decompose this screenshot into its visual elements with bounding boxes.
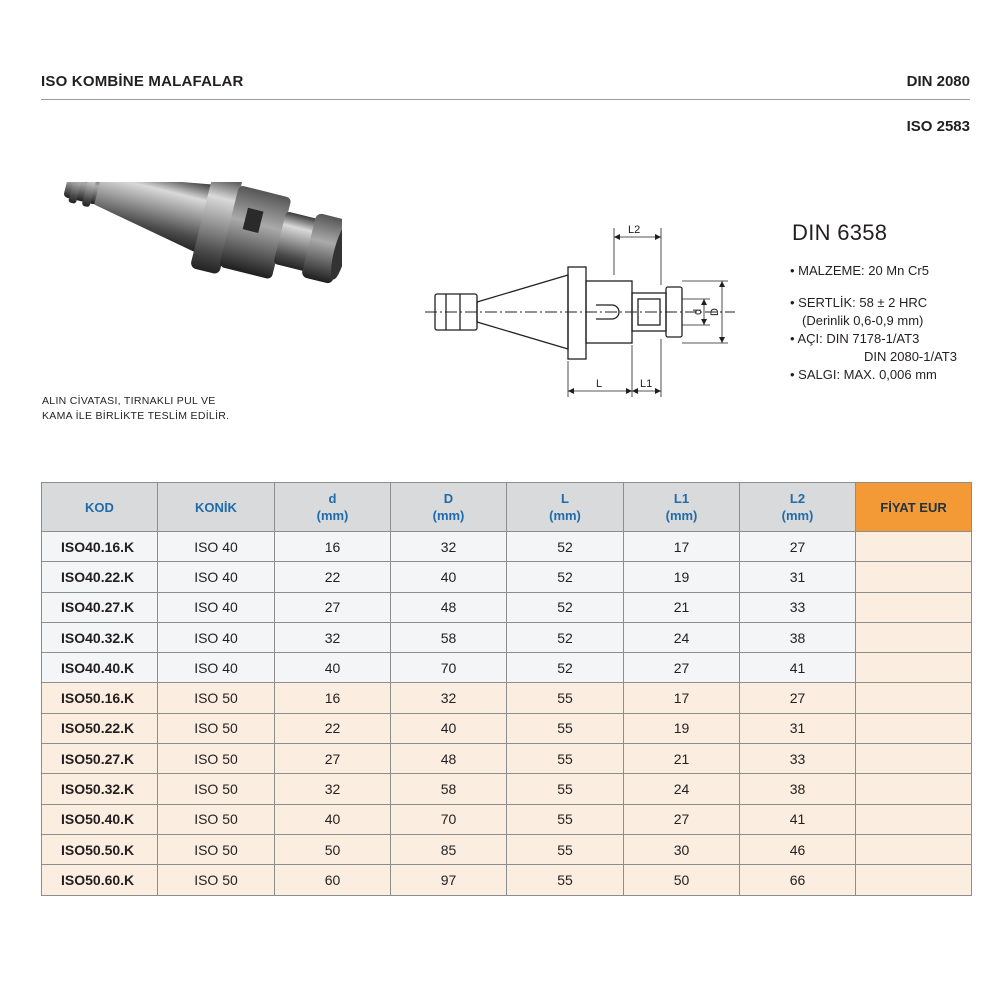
header-L (507, 483, 624, 532)
cell-L1: 24 (624, 774, 740, 804)
header-kod (42, 483, 158, 532)
header-L1-label: L1 (673, 491, 690, 506)
header-d (275, 483, 391, 532)
table-row (42, 592, 972, 622)
cell-konik: ISO 40 (158, 562, 275, 592)
cell-D: 40 (391, 562, 507, 592)
cell-konik: ISO 40 (158, 592, 275, 622)
cell-konik: ISO 50 (158, 713, 275, 743)
cell-L2: 31 (740, 562, 856, 592)
header-unit: (mm) (781, 508, 814, 523)
page-title: ISO KOMBİNE MALAFALAR (41, 73, 244, 90)
cell-d: 40 (275, 653, 391, 683)
header-divider (41, 99, 970, 100)
table-row (42, 804, 972, 834)
cell-L: 55 (507, 804, 624, 834)
cell-L: 55 (507, 683, 624, 713)
cell-D: 48 (391, 744, 507, 774)
header-konik-label: KONİK (195, 499, 237, 515)
technical-drawing (420, 215, 740, 405)
cell-D: 58 (391, 774, 507, 804)
cell-D: 58 (391, 622, 507, 652)
cell-L1: 30 (624, 834, 740, 864)
price-table (41, 482, 972, 896)
cell-price (856, 532, 972, 562)
cell-konik: ISO 40 (158, 653, 275, 683)
cell-L2: 41 (740, 653, 856, 683)
cell-kod: ISO50.22.K (42, 713, 158, 743)
cell-kod: ISO40.16.K (42, 532, 158, 562)
header-L-label: L (561, 491, 569, 506)
table-row (42, 532, 972, 562)
standard-iso: ISO 2583 (906, 118, 970, 135)
cell-L2: 38 (740, 774, 856, 804)
label-D: D (709, 308, 721, 316)
delivery-note (42, 394, 292, 424)
cell-d: 22 (275, 562, 391, 592)
cell-price (856, 683, 972, 713)
cell-d: 16 (275, 532, 391, 562)
cell-D: 48 (391, 592, 507, 622)
cell-D: 32 (391, 532, 507, 562)
cell-price (856, 744, 972, 774)
cell-D: 40 (391, 713, 507, 743)
header-konik (158, 483, 275, 532)
cell-D: 85 (391, 834, 507, 864)
table-row (42, 713, 972, 743)
cell-d: 50 (275, 834, 391, 864)
cell-d: 27 (275, 592, 391, 622)
cell-D: 70 (391, 653, 507, 683)
cell-kod: ISO50.16.K (42, 683, 158, 713)
cell-price (856, 834, 972, 864)
header-D (391, 483, 507, 532)
cell-L1: 50 (624, 865, 740, 895)
cell-D: 70 (391, 804, 507, 834)
spec-runout: • SALGI: MAX. 0,006 mm (790, 367, 937, 382)
header-D-label: D (443, 491, 454, 506)
table-row (42, 744, 972, 774)
cell-D: 32 (391, 683, 507, 713)
cell-price (856, 804, 972, 834)
cell-L1: 27 (624, 804, 740, 834)
spec-hardness: • SERTLİK: 58 ± 2 HRC (790, 295, 928, 310)
cell-price (856, 562, 972, 592)
cell-L1: 21 (624, 592, 740, 622)
cell-L: 55 (507, 744, 624, 774)
header-unit: (mm) (549, 508, 581, 523)
delivery-note-line: KAMA İLE BİRLİKTE TESLİM EDİLİR. (42, 410, 230, 422)
cell-d: 16 (275, 683, 391, 713)
spec-angle: • AÇI: DIN 7178-1/AT3 (790, 331, 920, 346)
cell-D: 97 (391, 865, 507, 895)
cell-konik: ISO 50 (158, 865, 275, 895)
cell-L1: 19 (624, 713, 740, 743)
product-photo (42, 182, 342, 352)
cell-kod: ISO50.27.K (42, 744, 158, 774)
cell-L2: 31 (740, 713, 856, 743)
header-unit: (mm) (665, 508, 698, 523)
header-kod-label: KOD (85, 499, 114, 515)
cell-konik: ISO 40 (158, 622, 275, 652)
header-price-label: FİYAT EUR (880, 499, 947, 515)
cell-kod: ISO40.27.K (42, 592, 158, 622)
spec-angle-second: DIN 2080-1/AT3 (864, 349, 957, 364)
cell-d: 27 (275, 744, 391, 774)
cell-L2: 46 (740, 834, 856, 864)
standard-din: DIN 2080 (906, 73, 970, 90)
spec-list (790, 262, 957, 384)
table-row (42, 622, 972, 652)
header-price (856, 483, 972, 532)
cell-price (856, 622, 972, 652)
cell-d: 32 (275, 774, 391, 804)
spec-material: • MALZEME: 20 Mn Cr5 (790, 263, 929, 278)
cell-L: 52 (507, 592, 624, 622)
header-L2 (740, 483, 856, 532)
cell-konik: ISO 40 (158, 532, 275, 562)
cell-kod: ISO50.50.K (42, 834, 158, 864)
table-row (42, 683, 972, 713)
cell-kod: ISO50.60.K (42, 865, 158, 895)
table-row (42, 774, 972, 804)
cell-L1: 17 (624, 532, 740, 562)
cell-L: 52 (507, 562, 624, 592)
cell-price (856, 774, 972, 804)
label-L: L (596, 378, 603, 390)
cell-price (856, 713, 972, 743)
cell-konik: ISO 50 (158, 744, 275, 774)
cell-L2: 66 (740, 865, 856, 895)
cell-L2: 33 (740, 592, 856, 622)
cell-L1: 17 (624, 683, 740, 713)
cell-L1: 24 (624, 622, 740, 652)
cell-L2: 33 (740, 744, 856, 774)
table-header-row (42, 483, 972, 532)
cell-d: 32 (275, 622, 391, 652)
header-d-label: d (328, 491, 337, 506)
cell-L: 55 (507, 713, 624, 743)
header-unit: (mm) (432, 508, 465, 523)
delivery-note-line: ALIN CİVATASI, TIRNAKLI PUL VE (42, 395, 216, 407)
cell-L1: 21 (624, 744, 740, 774)
spec-hardness-depth: (Derinlik 0,6-0,9 mm) (802, 313, 924, 328)
label-L1: L1 (640, 378, 653, 390)
table-row (42, 865, 972, 895)
cell-price (856, 592, 972, 622)
cell-kod: ISO40.32.K (42, 622, 158, 652)
header-L2-label: L2 (789, 491, 806, 506)
table-row (42, 653, 972, 683)
cell-L2: 41 (740, 804, 856, 834)
cell-konik: ISO 50 (158, 774, 275, 804)
cell-konik: ISO 50 (158, 804, 275, 834)
cell-d: 60 (275, 865, 391, 895)
cell-L2: 27 (740, 683, 856, 713)
cell-kod: ISO50.32.K (42, 774, 158, 804)
label-d: d (692, 308, 704, 315)
table-row (42, 562, 972, 592)
label-L2: L2 (628, 224, 641, 236)
table-row (42, 834, 972, 864)
cell-L: 55 (507, 834, 624, 864)
cell-L: 55 (507, 774, 624, 804)
cell-konik: ISO 50 (158, 683, 275, 713)
cell-L1: 19 (624, 562, 740, 592)
cell-L: 52 (507, 653, 624, 683)
cell-kod: ISO40.22.K (42, 562, 158, 592)
cell-L2: 27 (740, 532, 856, 562)
cell-d: 22 (275, 713, 391, 743)
cell-L: 52 (507, 532, 624, 562)
cell-konik: ISO 50 (158, 834, 275, 864)
cell-kod: ISO50.40.K (42, 804, 158, 834)
cell-L1: 27 (624, 653, 740, 683)
header-unit: (mm) (316, 508, 349, 523)
cell-L: 55 (507, 865, 624, 895)
cell-kod: ISO40.40.K (42, 653, 158, 683)
cell-price (856, 653, 972, 683)
cell-d: 40 (275, 804, 391, 834)
cell-price (856, 865, 972, 895)
spec-title: DIN 6358 (792, 220, 888, 245)
cell-L: 52 (507, 622, 624, 652)
header-L1 (624, 483, 740, 532)
cell-L2: 38 (740, 622, 856, 652)
